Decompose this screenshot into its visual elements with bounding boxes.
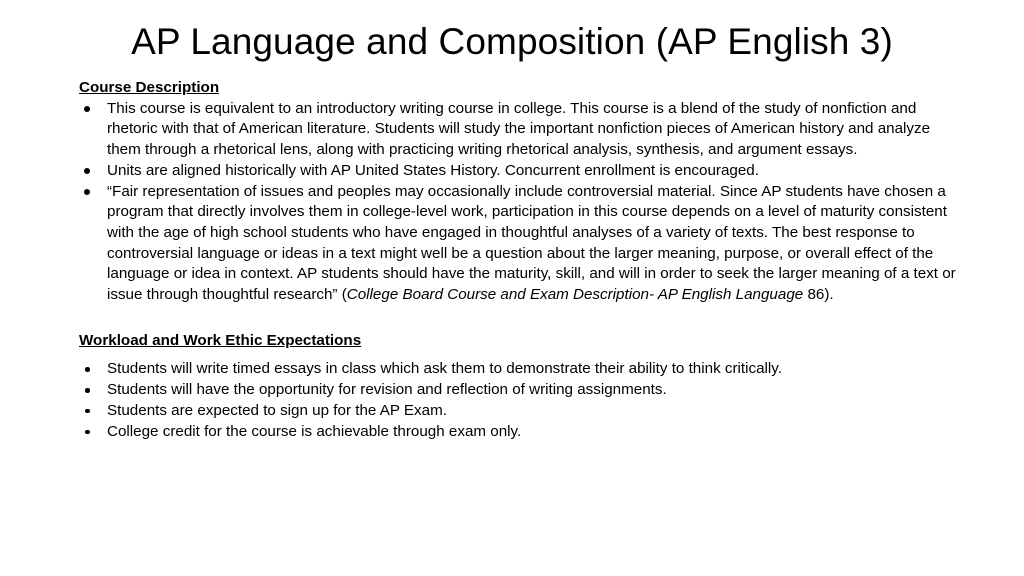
- bullet-text: This course is equivalent to an introductory writing course in college. This course is a blend of the study of nonfiction and rhetoric with that of American literature. Students will study the important nonfiction pieces of American history and analyze them through a rhetorical lens, along with practicing writing rhetorical analysis, synthesis, and argument essays.: [107, 99, 931, 159]
- workload-heading: Workload and Work Ethic Expectations: [79, 331, 362, 349]
- workload-list: [79, 359, 959, 442]
- bullet-text: Students will have the opportunity for revision and reflection of writing assignments.: [107, 381, 667, 399]
- slide-title: AP Language and Composition (AP English 3): [131, 21, 893, 62]
- course-description-heading: Course Description: [79, 79, 220, 96]
- bullet-text: Students will write timed essays in class which ask them to demonstrate their ability to think critically.: [107, 360, 782, 378]
- spacer: [79, 351, 959, 359]
- list-item: [79, 182, 959, 306]
- spacer: [79, 306, 959, 331]
- bullet-text: Students are expected to sign up for the AP Exam.: [107, 401, 447, 419]
- citation-title: College Board Course and Exam Description- AP English Language: [346, 286, 804, 304]
- list-item: [79, 380, 959, 401]
- bullet-text: Units are aligned historically with AP United States History. Concurrent enrollment is encouraged.: [107, 161, 759, 179]
- course-description-list: [79, 99, 959, 306]
- slide-body: [79, 78, 959, 442]
- list-item: [79, 99, 959, 161]
- bullet-text-before: “Fair representation of issues and peoples may occasionally include controversial material. Since AP students have chosen a program that directly involves them in college-level work, participation in this course depends on a level of maturity consistent with the age of high school students who have engaged in thoughtful analyses of a variety of texts. The best response to controversial language or ideas in a text might well be a question about the larger meaning, purpose, or overall effect of the language or idea in context. AP students should have the maturity, skill, and will in order to seek the larger meaning of a text or issue through thoughtful research” (: [107, 182, 956, 304]
- list-item: [79, 422, 959, 443]
- list-item: [79, 401, 959, 422]
- bullet-text: College credit for the course is achievable through exam only.: [107, 422, 522, 440]
- bullet-text-after: 86).: [803, 286, 834, 304]
- list-item: [79, 161, 959, 182]
- list-item: [79, 359, 959, 380]
